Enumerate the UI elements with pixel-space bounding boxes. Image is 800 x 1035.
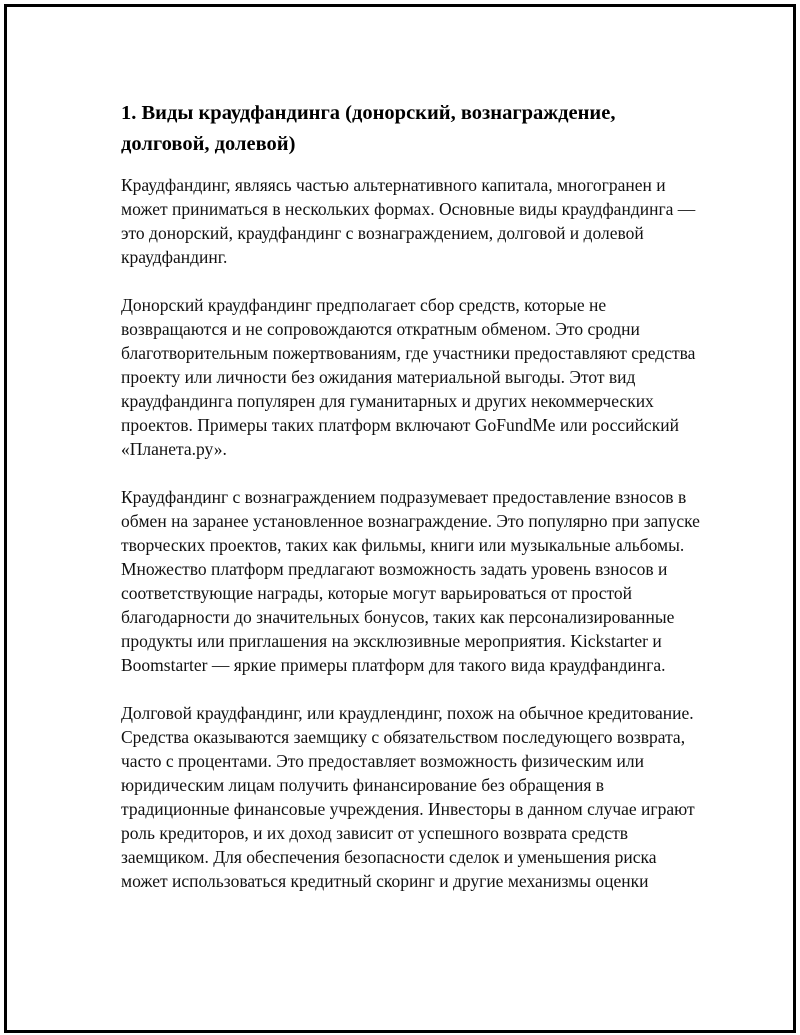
paragraph-reward: Краудфандинг с вознаграждением подразумевает предоставление взносов в обмен на заранее установленное вознаграждение. Это популярно при запуске творческих проектов, таких как фильмы, книги или музыкальные альбомы. Множество платформ предлагают возможность задать уровень взносов и соответствующие награды, которые могут варьироваться от простой благодарности до значительных бонусов, таких как персонализированные продукты или приглашения на эксклюзивные мероприятия. Kickstarter и Boomstarter — яркие примеры платформ для такого вида краудфандинга. bbox=[121, 487, 700, 675]
section-heading: 1. Виды краудфандинга (донорский, вознаграждение, долговой, долевой) bbox=[121, 102, 616, 155]
page-frame bbox=[4, 4, 796, 1033]
paragraph-donation: Донорский краудфандинг предполагает сбор средств, которые не возвращаются и не сопровождаются откратным обменом. Это сродни благотворительным пожертвованиям, где участники предоставляют средства проекту или личности без ожидания материальной выгоды. Этот вид краудфандинга популярен для гуманитарных и других некоммерческих проектов. Примеры таких платформ включают GoFundMe или российский «Планета.ру». bbox=[121, 295, 696, 459]
paragraph-intro: Краудфандинг, являясь частью альтернативного капитала, многогранен и может приниматься в нескольких формах. Основные виды краудфандинга — это донорский, краудфандинг с вознаграждением, долговой и долевой краудфандинг. bbox=[121, 175, 696, 267]
document-body bbox=[121, 98, 701, 917]
paragraph-debt: Долговой краудфандинг, или краудлендинг, похож на обычное кредитование. Средства оказываются заемщику с обязательством последующего возврата, часто с процентами. Это предоставляет возможность физическим или юридическим лицам получить финансирование без обращения в традиционные финансовые учреждения. Инвесторы в данном случае играют роль кредиторов, и их доход зависит от успешного возврата средств заемщиком. Для обеспечения безопасности сделок и уменьшения риска может использоваться кредитный скоринг и другие механизмы оценки bbox=[121, 703, 695, 891]
